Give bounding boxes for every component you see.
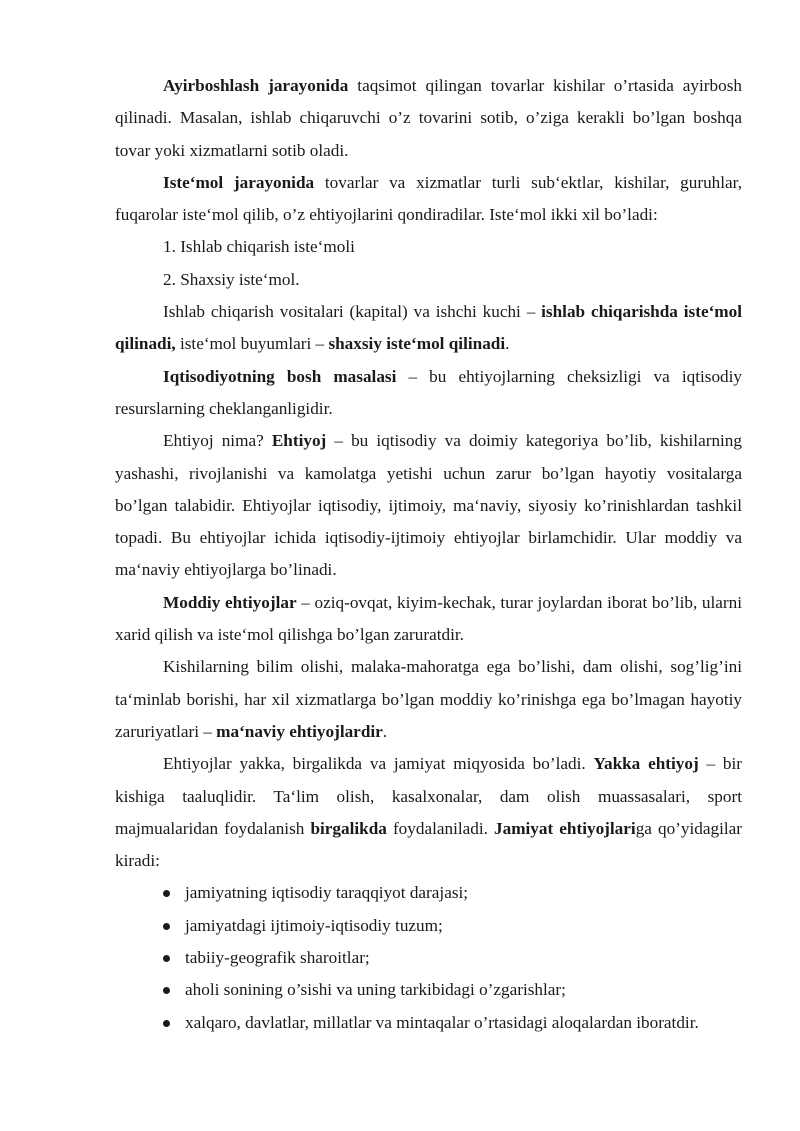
text-run: Kishilarning bilim olishi, malaka-mahoratga ega bo’lishi, dam olishi, sog’lig’ini ta‘minlab borishi, har xil xizmatlarga bo’lgan moddiy ko’rinishga ega bo’lmagan hayotiy zaruriyatlari –: [115, 657, 742, 741]
bold-term: shaxsiy iste‘mol qilinadi: [328, 334, 506, 354]
text-run: 2. Shaxsiy iste‘mol.: [163, 269, 300, 289]
paragraph: [115, 296, 742, 361]
bold-term: ma‘naviy ehtiyojlardir: [216, 721, 383, 741]
text-run: foydalaniladi.: [386, 818, 495, 838]
bold-term: Ayirboshlash jarayonida: [163, 76, 349, 95]
text-run: .: [382, 721, 388, 741]
paragraph: [115, 748, 742, 877]
list-item-text: tabiiy-geografik sharoitlar;: [185, 948, 370, 968]
document-page: [115, 70, 742, 1039]
text-run: ga qo’yidagilar kiradi:: [115, 818, 742, 871]
paragraph: [115, 587, 742, 652]
bold-term: ishlab chiqarishda iste‘mol qilinadi,: [115, 302, 742, 354]
bold-term: Iste‘mol jarayonida: [163, 172, 315, 192]
text-run: – bu iqtisodiy va doimiy kategoriya bo’lib, kishilarning yashashi, rivojlanishi va kamolatga yetishi uchun zarur bo’lgan hayotiy vositalarga bo’lgan talabidir. Ehtiyojlar iqtisodiy, ijtimoiy, ma‘naviy, siyosiy ko’rinishlardan tashkil topadi. Bu ehtiyojlar ichida iqtisodiy-ijtimoiy ehtiyojlar birlamchidir. Ular moddiy va ma‘naviy ehtiyojlarga bo’linadi.: [115, 431, 742, 580]
list-item: [115, 910, 742, 942]
paragraph: [115, 70, 742, 167]
list-item: [115, 942, 742, 974]
bullet-icon: [163, 890, 170, 897]
text-run: taqsimot qilingan tovarlar kishilar o’rtasida ayirbosh qilinadi. Masalan, ishlab chiqaruvchi o’z tovarini sotib, o’ziga kerakli bo’lgan boshqa tovar yoki xizmatlarni sotib oladi.: [115, 76, 742, 160]
list-item-text: jamiyatdagi ijtimoiy-iqtisodiy tuzum;: [185, 915, 443, 935]
bullet-icon: [163, 1020, 170, 1027]
bold-term: Iqtisodiyotning bosh masalasi: [163, 366, 397, 386]
bold-term: birgalikda: [310, 818, 387, 838]
list-item: [115, 1007, 742, 1039]
text-run: – bir kishiga taaluqlidir. Ta‘lim olish, kasalxonalar, dam olish muassasalari, sport majmualaridan foydalanish: [115, 754, 742, 838]
bold-term: Moddiy ehtiyojlar: [163, 592, 297, 612]
bullet-icon: [163, 923, 170, 930]
text-run: tovarlar va xizmatlar turli sub‘ektlar, kishilar, guruhlar, fuqarolar iste‘mol qilib, o’z ehtiyojlarini qondiradilar. Iste‘mol ikki xil bo’ladi:: [115, 172, 742, 225]
bold-term: Ehtiyoj: [271, 431, 327, 451]
paragraph: [115, 425, 742, 586]
text-run: Ishlab chiqarish vositalari (kapital) va ishchi kuchi –: [163, 302, 542, 322]
bullet-list: [115, 877, 742, 1038]
text-run: – bu ehtiyojlarning cheksizligi va iqtisodiy resurslarning cheklanganligidir.: [115, 366, 743, 418]
document-body: [115, 70, 742, 877]
text-run: .: [505, 334, 510, 354]
text-run: 1. Ishlab chiqarish iste‘moli: [163, 237, 355, 257]
paragraph: [115, 231, 742, 263]
list-item-text: jamiyatning iqtisodiy taraqqiyot darajasi;: [185, 883, 469, 903]
text-run: – oziq-ovqat, kiyim-kechak, turar joylardan iborat bo’lib, ularni xarid qilish va iste‘mol qilishga bo’lgan zaruratdir.: [115, 592, 742, 645]
bullet-icon: [163, 987, 170, 994]
list-item-text: aholi sonining o’sishi va uning tarkibidagi o’zgarishlar;: [185, 980, 566, 1000]
bold-term: Jamiyat ehtiyojlari: [494, 818, 636, 838]
list-item: [115, 974, 742, 1006]
paragraph: [115, 651, 742, 748]
text-run: Ehtiyoj nima?: [163, 431, 272, 451]
text-run: Ehtiyojlar yakka, birgalikda va jamiyat miqyosida bo’ladi.: [163, 754, 594, 774]
bold-term: Yakka ehtiyoj: [593, 754, 699, 774]
text-run: iste‘mol buyumlari –: [175, 334, 329, 354]
list-item: [115, 877, 742, 909]
bullet-icon: [163, 955, 170, 962]
paragraph: [115, 264, 742, 296]
paragraph: [115, 361, 742, 426]
list-item-text: xalqaro, davlatlar, millatlar va mintaqalar o’rtasidagi aloqalardan iboratdir.: [185, 1012, 699, 1032]
paragraph: [115, 167, 742, 232]
